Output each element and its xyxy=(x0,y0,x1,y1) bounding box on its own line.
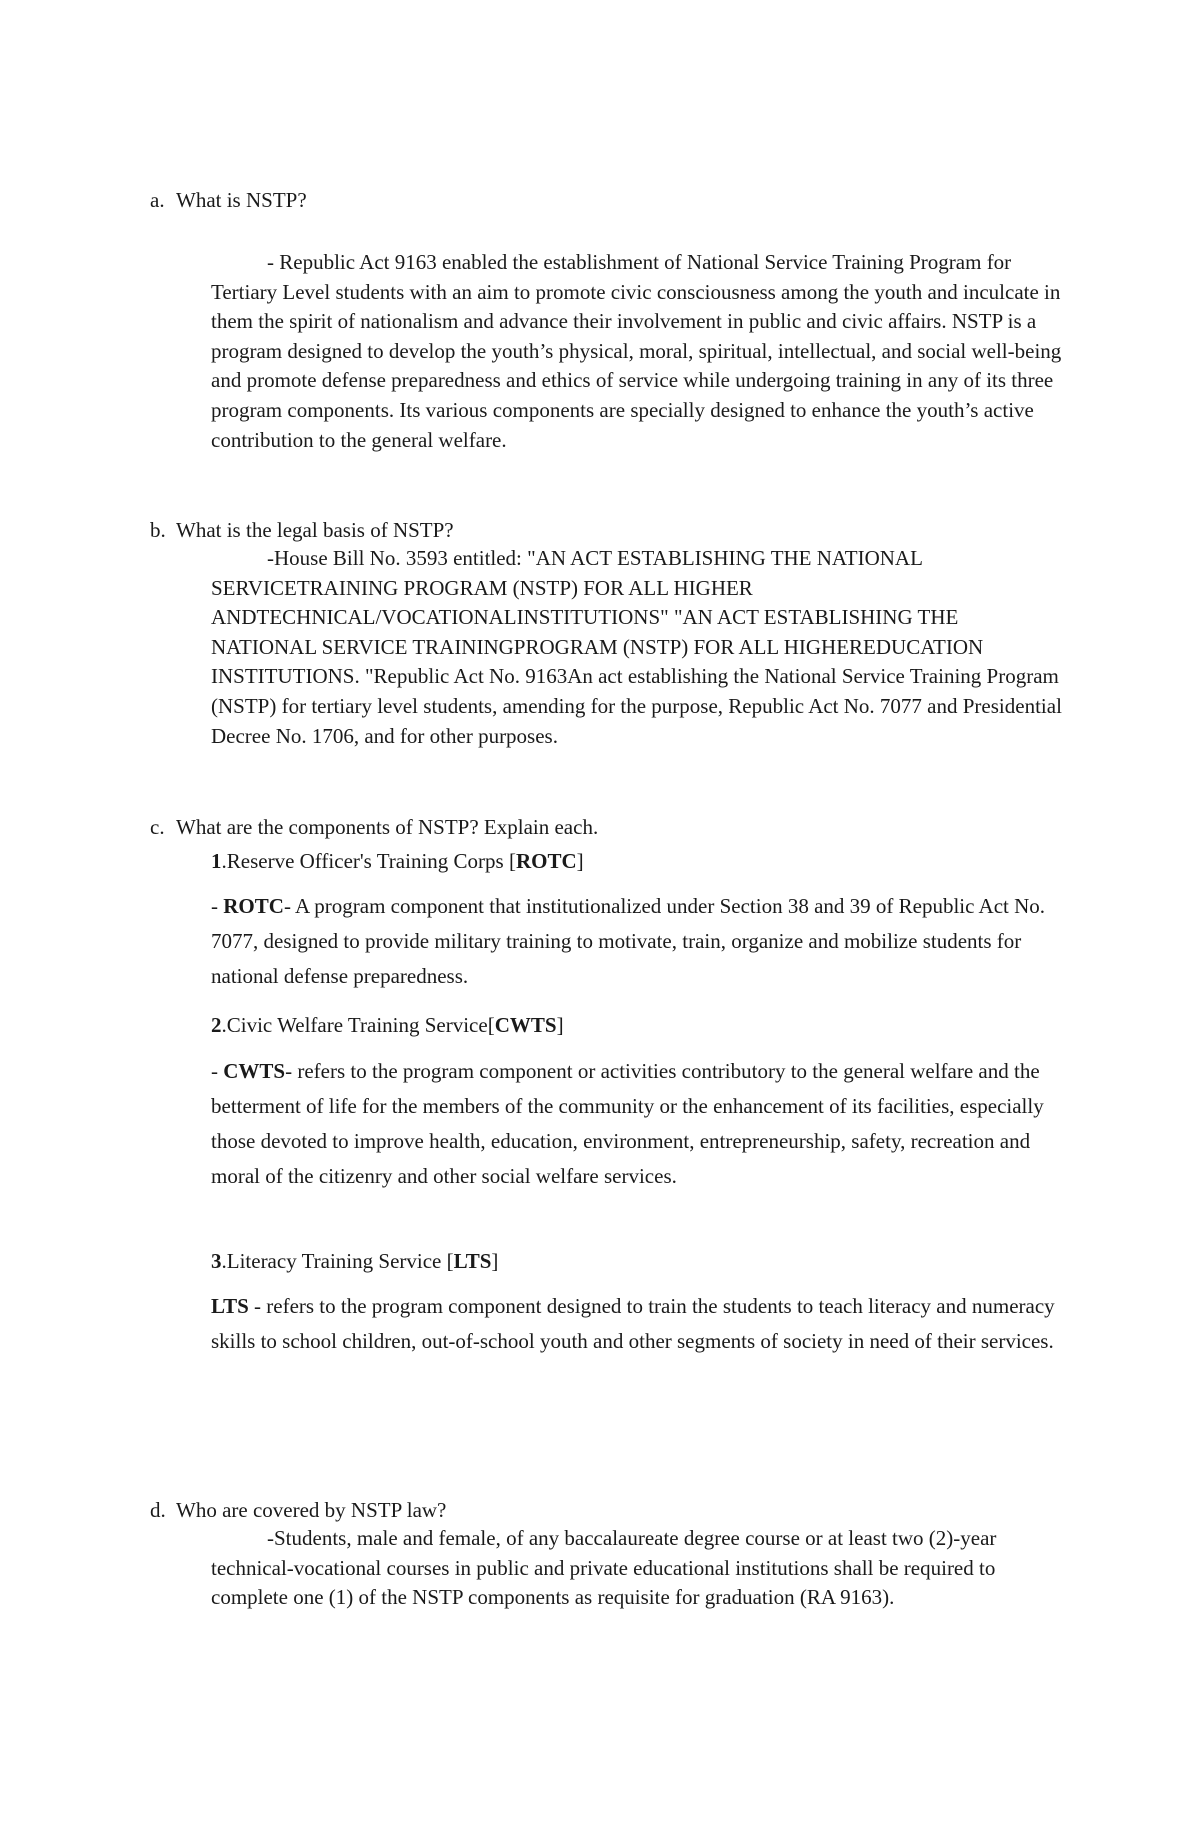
component-3-desc-text: - refers to the program component designed to train the students to teach literacy and numeracy skills to school children, out-of-school youth and other segments of society in need of their services. xyxy=(211,1294,1055,1353)
answer-b: -House Bill No. 3593 entitled: "AN ACT ESTABLISHING THE NATIONAL SERVICETRAINING PROGRAM (NSTP) FOR ALL HIGHER ANDTECHNICAL/VOCATIONALINSTITUTIONS" "AN ACT ESTABLISHING THE NATIONAL SERVICE TRAININGPROGRAM (NSTP) FOR ALL HIGHEREDUCATION INSTITUTIONS. "Republic Act No. 9163An act establishing the National Service Training Program (NSTP) for tertiary level students, amending for the purpose, Republic Act No. 7077 and Presidential Decree No. 1706, and for other purposes. xyxy=(211,546,1062,748)
component-1-title-text: .Reserve Officer's Training Corps [ xyxy=(221,849,516,873)
component-1-abbr: ROTC xyxy=(515,849,577,873)
question-d-letter: d. xyxy=(150,1498,166,1522)
question-b-text: What is the legal basis of NSTP? xyxy=(176,518,454,542)
question-c-letter: c. xyxy=(150,815,165,839)
question-a-text: What is NSTP? xyxy=(176,188,307,212)
component-1-number: 1 xyxy=(211,849,222,873)
component-2-desc-text: - refers to the program component or activities contributory to the general welfare and the betterment of life for the members of the community or the enhancement of its facilities, especially those devoted to improve health, education, environment, entrepreneurship, safety, recreation and moral of the citizenry and other social welfare services. xyxy=(211,1059,1044,1188)
question-a-letter: a. xyxy=(150,188,165,212)
component-2-abbr: CWTS xyxy=(494,1013,557,1037)
question-d xyxy=(150,1496,447,1525)
component-2-desc-abbr: CWTS xyxy=(223,1059,286,1083)
question-c xyxy=(150,813,599,842)
component-1-desc-prefix: - xyxy=(211,894,224,918)
question-a xyxy=(150,186,307,215)
answer-a: - Republic Act 9163 enabled the establishment of National Service Training Program for Tertiary Level students with an aim to promote civic consciousness among the youth and inculcate in them the spirit of nationalism and advance their involvement in public and civic affairs. NSTP is a program designed to develop the youth’s physical, moral, spiritual, intellectual, and social well-being and promote defense preparedness and ethics of service while undergoing training in any of its three program components. Its various components are specially designed to enhance the youth’s active contribution to the general welfare. xyxy=(211,250,1062,452)
answer-d: -Students, male and female, of any baccalaureate degree course or at least two (2)-year technical-vocational courses in public and private educational institutions shall be required to complete one (1) of the NSTP components as requisite for graduation (RA 9163). xyxy=(211,1526,997,1610)
component-1-title-close: ] xyxy=(576,849,584,873)
component-3-abbr: LTS xyxy=(453,1249,492,1273)
component-2-number: 2 xyxy=(211,1013,222,1037)
component-2-title-close: ] xyxy=(556,1013,564,1037)
component-3-title-close: ] xyxy=(491,1249,499,1273)
component-3-description xyxy=(211,1289,1066,1359)
component-1-desc-abbr: ROTC xyxy=(223,894,284,918)
component-3-title xyxy=(211,1247,498,1276)
question-b-letter: b. xyxy=(150,518,166,542)
component-3-desc-abbr: LTS xyxy=(211,1294,249,1318)
component-2-description xyxy=(211,1054,1066,1194)
component-1-desc-text: - A program component that institutionalized under Section 38 and 39 of Republic Act No. 7077, designed to provide military training to motivate, train, organize and mobilize students for national defense preparedness. xyxy=(211,894,1046,988)
question-d-text: Who are covered by NSTP law? xyxy=(176,1498,447,1522)
component-2-title xyxy=(211,1011,564,1040)
question-c-text: What are the components of NSTP? Explain each. xyxy=(176,815,599,839)
component-2-desc-prefix: - xyxy=(211,1059,224,1083)
component-1-description xyxy=(211,889,1066,994)
component-2-title-text: .Civic Welfare Training Service[ xyxy=(221,1013,495,1037)
component-1-title xyxy=(211,847,584,876)
component-3-number: 3 xyxy=(211,1249,222,1273)
component-3-title-text: .Literacy Training Service [ xyxy=(221,1249,454,1273)
question-b xyxy=(150,516,454,545)
